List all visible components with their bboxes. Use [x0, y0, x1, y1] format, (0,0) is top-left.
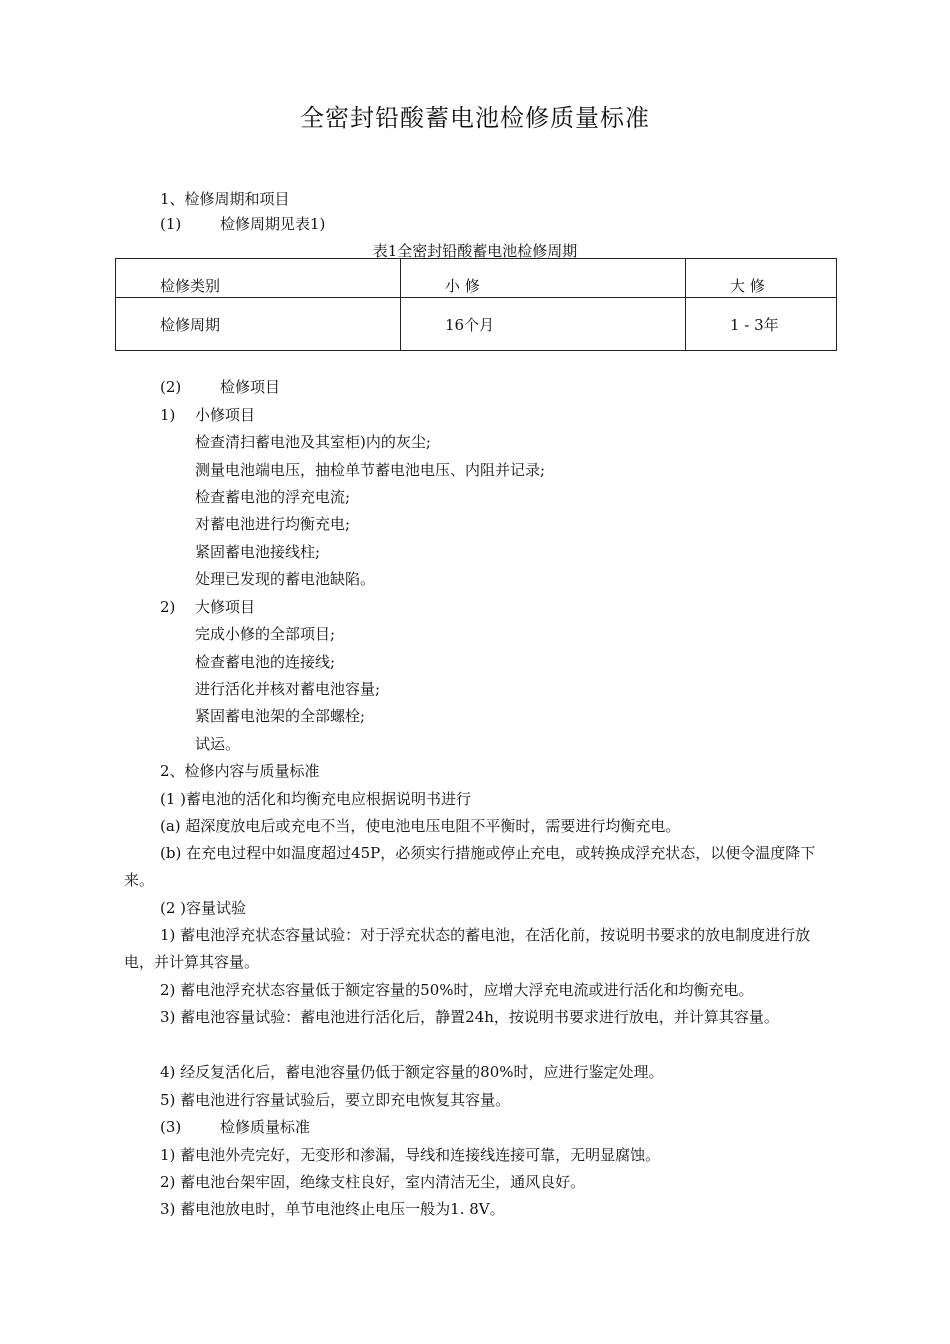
table-cell: 1 - 3年 [686, 298, 837, 351]
item-3-number: (3) [160, 1118, 182, 1136]
paragraph: (b) 在充电过程中如温度超过45P，必须实行措施或停止充电，或转换成浮充状态，以便令温度降下来。 [124, 844, 816, 889]
table-row [116, 298, 837, 351]
minor-repair-number: 1) [160, 406, 176, 424]
paragraph: 2) 蓄电池浮充状态容量低于额定容量的50%时，应增大浮充电流或进行活化和均衡充电。 [160, 981, 754, 999]
paragraph: 4) 经反复活化后，蓄电池容量仍低于额定容量的80%时，应进行鉴定处理。 [160, 1063, 664, 1081]
major-repair-number: 2) [160, 598, 176, 616]
document-title: 全密封铅酸蓄电池检修质量标准 [300, 104, 650, 132]
list-item: 检查蓄电池的浮充电流; [195, 488, 351, 506]
section-2-heading: 2、检修内容与质量标准 [160, 762, 320, 780]
paragraph: 1) 蓄电池外壳完好，无变形和渗漏，导线和连接线连接可靠，无明显腐蚀。 [160, 1146, 661, 1164]
list-item: 检查清扫蓄电池及其室柜)内的灰尘; [195, 433, 431, 451]
table-header-cell: 大 修 [686, 259, 837, 298]
table-cell: 16个月 [401, 298, 686, 351]
item-1-number: (1) [160, 215, 182, 233]
list-item: 完成小修的全部项目; [195, 625, 336, 643]
list-item: 处理已发现的蓄电池缺陷。 [195, 570, 376, 588]
list-item: 进行活化并核对蓄电池容量; [195, 680, 381, 698]
item-1-text: 检修周期见表1) [220, 215, 326, 233]
table-header-row [116, 259, 837, 298]
list-item: 检查蓄电池的连接线; [195, 653, 336, 671]
table-header-cell: 检修类别 [116, 259, 401, 298]
paragraph: (2 )容量试验 [160, 899, 247, 917]
paragraph: 5) 蓄电池进行容量试验后，要立即充电恢复其容量。 [160, 1091, 511, 1109]
list-item: 试运。 [195, 735, 241, 753]
item-3-text: 检修质量标准 [220, 1118, 311, 1136]
list-item: 紧固蓄电池接线柱; [195, 543, 321, 561]
paragraph: 2) 蓄电池台架牢固，绝缘支柱良好，室内清洁无尘，通风良好。 [160, 1173, 586, 1191]
list-item: 测量电池端电压，抽检单节蓄电池电压、内阻并记录; [195, 461, 546, 479]
paragraph: 1) 蓄电池浮充状态容量试验：对于浮充状态的蓄电池，在活化前，按说明书要求的放电制度进行放电，并计算其容量。 [124, 926, 811, 971]
section-1-heading: 1、检修周期和项目 [160, 190, 290, 208]
table-header-cell: 小 修 [401, 259, 686, 298]
table-cell: 检修周期 [116, 298, 401, 351]
list-item: 紧固蓄电池架的全部螺栓; [195, 707, 366, 725]
list-item: 对蓄电池进行均衡充电; [195, 515, 351, 533]
paragraph: 3) 蓄电池容量试验：蓄电池进行活化后，静置24h，按说明书要求进行放电，并计算其容量。 [160, 1008, 779, 1026]
paragraph: (a) 超深度放电后或充电不当，使电池电压电阻不平衡时，需要进行均衡充电。 [160, 817, 681, 835]
paragraph: 3) 蓄电池放电时，单节电池终止电压一般为1. 8V。 [160, 1200, 505, 1218]
paragraph: (1 )蓄电池的活化和均衡充电应根据说明书进行 [160, 790, 472, 808]
item-2-text: 检修项目 [220, 378, 281, 396]
minor-repair-title: 小修项目 [195, 406, 256, 424]
maintenance-cycle-table [115, 258, 837, 351]
table-caption: 表1全密封铅酸蓄电池检修周期 [372, 242, 578, 260]
major-repair-title: 大修项目 [195, 598, 256, 616]
item-2-number: (2) [160, 378, 182, 396]
